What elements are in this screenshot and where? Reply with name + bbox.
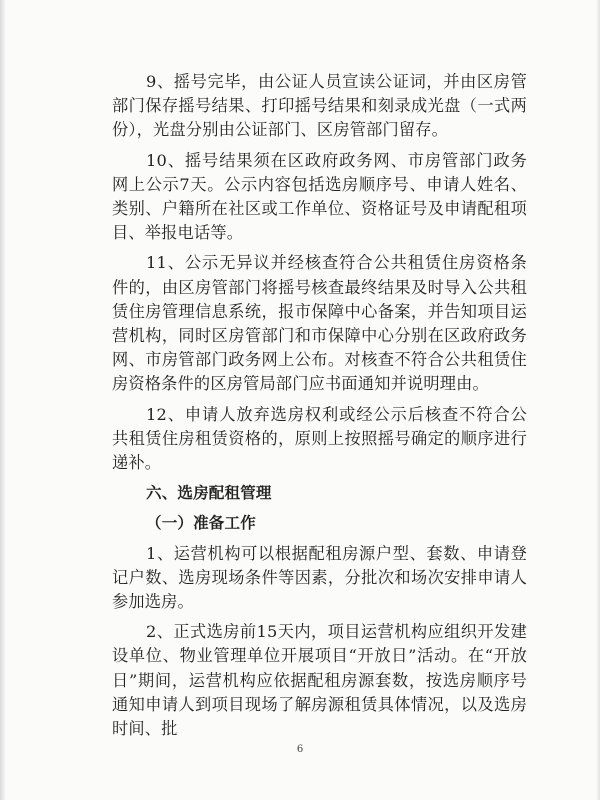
paragraph-item-11: 11、公示无异议并经核查符合公共租赁住房资格条件的，由区房管部门将摇号核查最终结果及时导入公共租赁住房管理信息系统，报市保障中心备案，并告知项目运营机构，同时区房管部门和市保障中心分别在区政府政务网、市房管部门政务网上公布。对核查不符合公共租赁住房资格条件的区房管局部门应书面通知并说明理由。 bbox=[112, 253, 527, 394]
page-number: 6 bbox=[296, 744, 304, 755]
document-body bbox=[112, 70, 527, 747]
paragraph-prep-2: 2、正式选房前15天内，项目运营机构应组织开发建设单位、物业管理单位开展项目“开放日”活动。在“开放日”期间，运营机构应依据配租房源套数，按选房顺序号通知申请人到项目现场了解房源租赁具体情况，以及选房时间、批 bbox=[112, 622, 527, 739]
section-heading: 六、选房配租管理 bbox=[146, 484, 272, 503]
page-left-edge-shadow bbox=[0, 0, 6, 800]
paragraph-item-10: 10、摇号结果须在区政府政务网、市房管部门政务网上公示7天。公示内容包括选房顺序号、申请人姓名、类别、户籍所在社区或工作单位、资格证号及申请配租项目、举报电话等。 bbox=[112, 150, 527, 243]
page-right-edge-shadow bbox=[596, 0, 600, 800]
paragraph-prep-1: 1、运营机构可以根据配租房源户型、套数、申请登记户数、选房现场条件等因素，分批次和场次安排申请人参加选房。 bbox=[112, 543, 527, 612]
paragraph-item-9: 9、摇号完毕，由公证人员宣读公证词，并由区房管部门保存摇号结果、打印摇号结果和刻录成光盘（一式两份），光盘分别由公证部门、区房管部门留存。 bbox=[112, 72, 527, 140]
paragraph-item-12: 12、申请人放弃选房权利或经公示后核查不符合公共租赁住房租赁资格的，原则上按照摇号确定的顺序进行递补。 bbox=[112, 404, 527, 473]
subsection-heading: （一）准备工作 bbox=[146, 513, 256, 533]
